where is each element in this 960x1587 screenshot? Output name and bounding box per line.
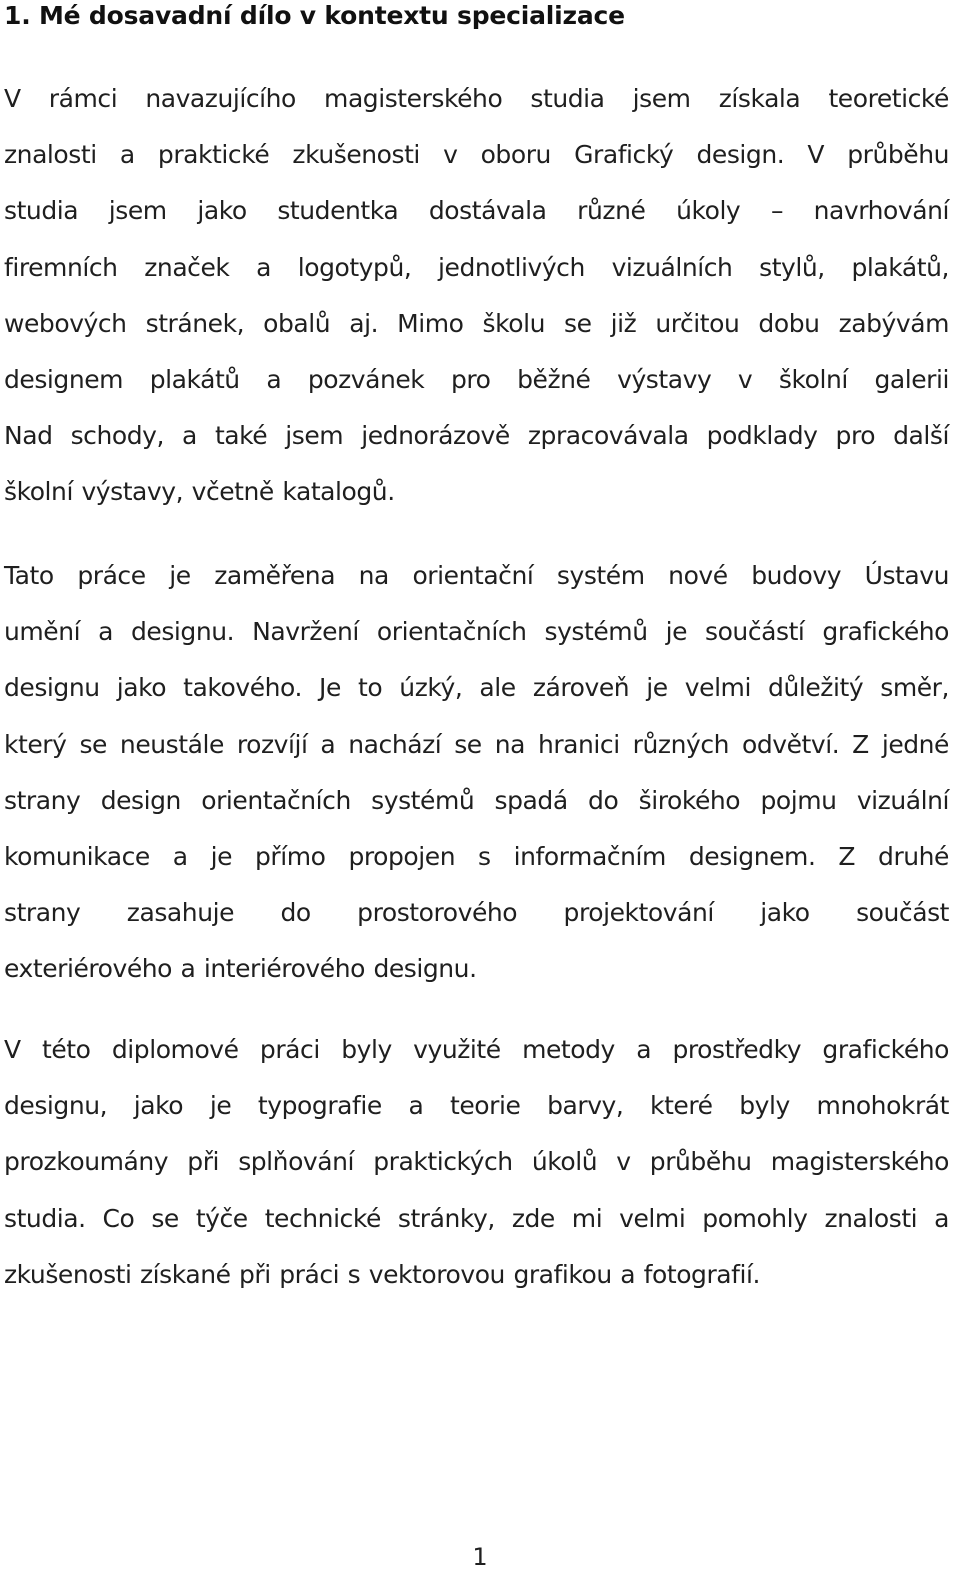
text-line: firemních značek a logotypů, jednotlivých vizuálních stylů, plakátů,: [4, 252, 949, 282]
text-line: exteriérového a interiérového designu.: [4, 954, 477, 984]
paragraph-thesis-focus: [4, 548, 949, 998]
text-line: Nad schody, a také jsem jednorázově zpracovávala podklady pro další: [4, 421, 949, 451]
text-line: V rámci navazujícího magisterského studia jsem získala teoretické: [4, 84, 949, 113]
text-line: Tato práce je zaměřena na orientační systém nové budovy Ústavu: [4, 561, 949, 590]
text-line: komunikace a je přímo propojen s informačním designem. Z druhé: [4, 841, 949, 871]
text-line: studia. Co se týče technické stránky, zde mi velmi pomohly znalosti a: [4, 1203, 949, 1233]
text-line: strany zasahuje do prostorového projektování jako součást: [4, 898, 949, 928]
text-line: školní výstavy, včetně katalogů.: [4, 477, 395, 507]
text-line: studia jsem jako studentka dostávala různé úkoly – navrhování: [4, 196, 949, 226]
section-heading: 1. Mé dosavadní dílo v kontextu specializace: [4, 1, 625, 30]
page-number: 1: [472, 1543, 488, 1571]
paragraph-previous-work: [4, 71, 949, 521]
text-line: designu jako takového. Je to úzký, ale zároveň je velmi důležitý směr,: [4, 673, 949, 703]
text-line: znalosti a praktické zkušenosti v oboru Grafický design. V průběhu: [4, 140, 949, 170]
text-line: prozkoumány při splňování praktických úkolů v průběhu magisterského: [4, 1147, 949, 1177]
paragraph-methods: [4, 1022, 949, 1303]
text-line: designu, jako je typografie a teorie barvy, které byly mnohokrát: [4, 1091, 949, 1121]
text-line: designem plakátů a pozvánek pro běžné výstavy v školní galerii: [4, 364, 949, 394]
text-line: který se neustále rozvíjí a nachází se na hranici různých odvětví. Z jedné: [4, 729, 949, 759]
text-line: strany design orientačních systémů spadá do širokého pojmu vizuální: [4, 785, 949, 815]
text-line: zkušenosti získané při práci s vektorovou grafikou a fotografií.: [4, 1259, 760, 1289]
text-line: V této diplomové práci byly využité metody a prostředky grafického: [4, 1035, 949, 1064]
text-line: umění a designu. Navržení orientačních systémů je součástí grafického: [4, 617, 949, 647]
text-line: webových stránek, obalů aj. Mimo školu se již určitou dobu zabývám: [4, 308, 949, 338]
